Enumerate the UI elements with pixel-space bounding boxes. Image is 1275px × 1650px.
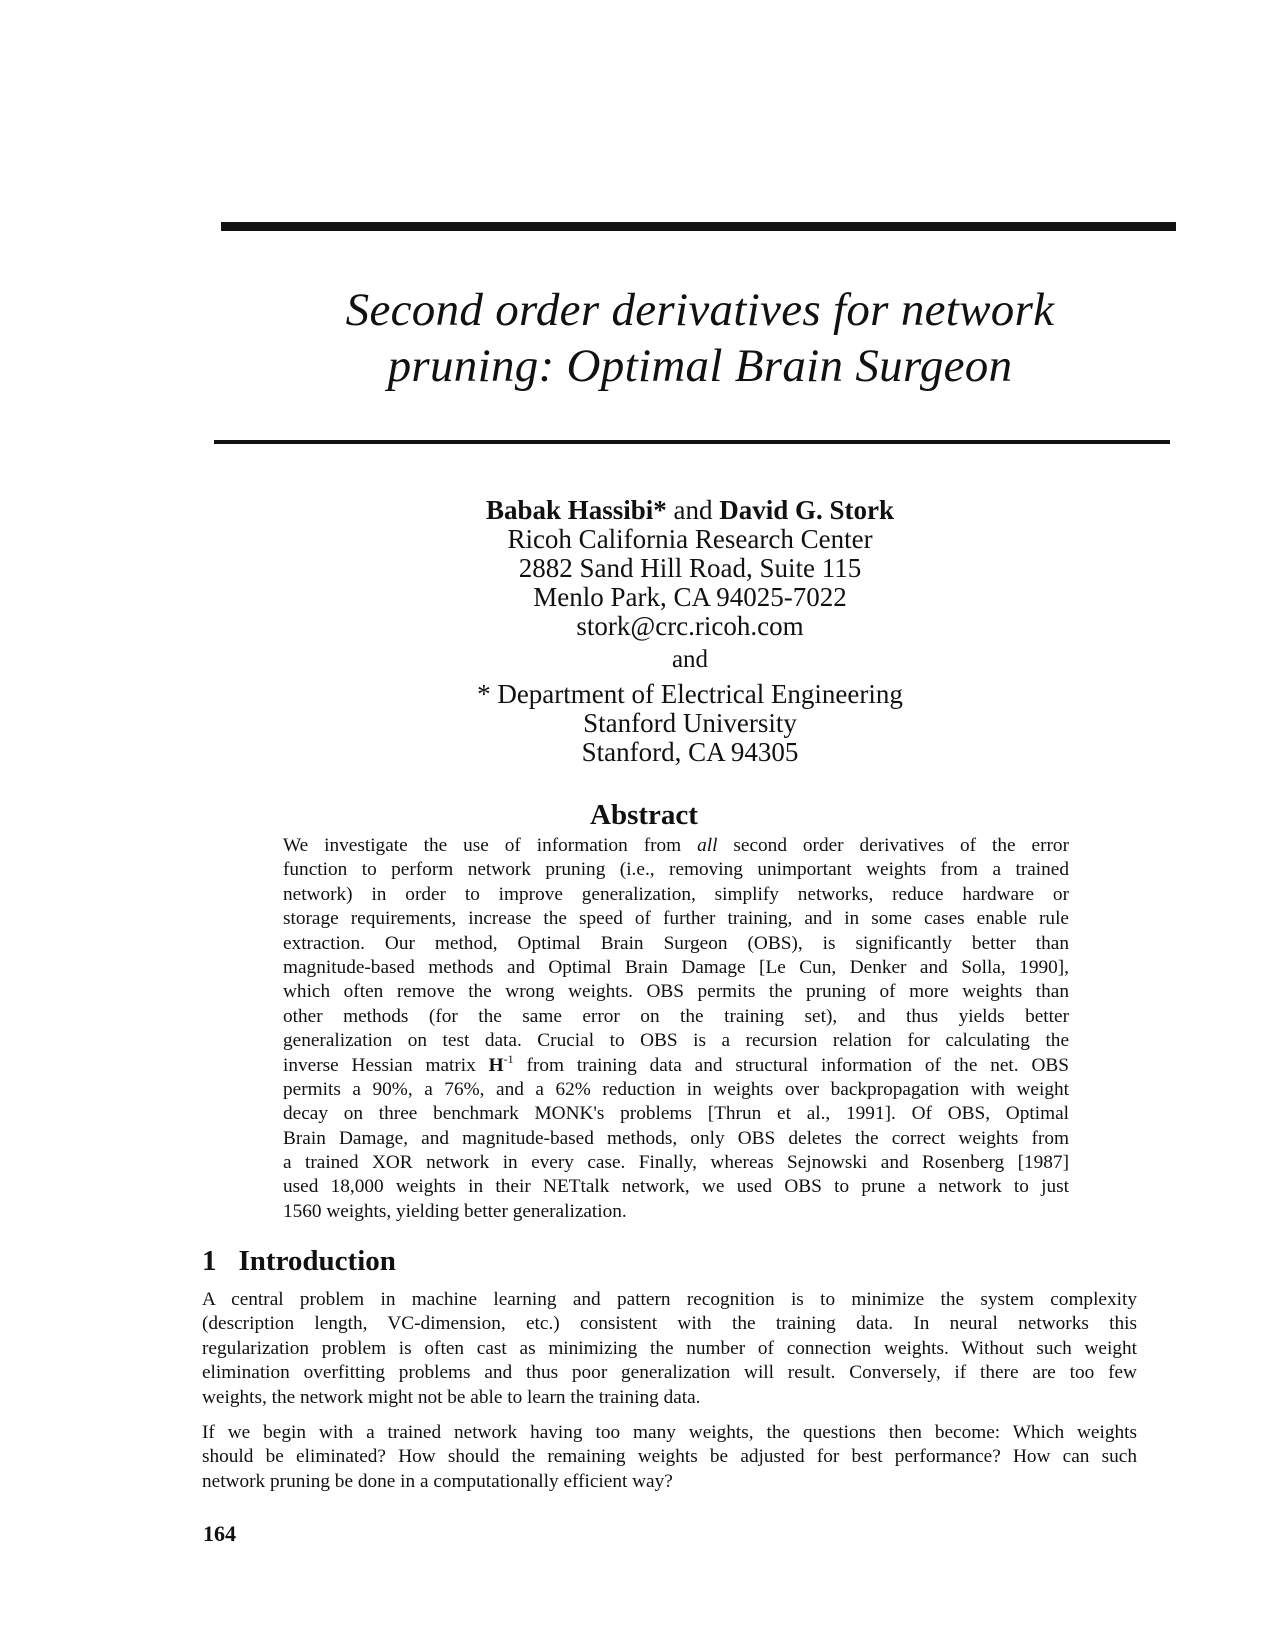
- paper-title: [200, 282, 1200, 394]
- hessian-matrix-symbol: H: [488, 1054, 504, 1076]
- author-2: David G. Stork: [719, 495, 895, 525]
- title-line-1: Second order derivatives for network: [345, 284, 1055, 336]
- author-conjunction: and: [673, 495, 713, 525]
- abstract-line: function to perform network pruning (i.e., removing unimportant weights from a trained: [283, 859, 1069, 881]
- abstract-line: permits a 90%, a 76%, and a 62% reduction in weights over backpropagation with weight: [283, 1078, 1069, 1100]
- intro-paragraph-2: [202, 1421, 1137, 1494]
- emphasis-all: all: [697, 835, 718, 856]
- affiliation-separator: and: [671, 646, 709, 673]
- affiliation-city: Menlo Park, CA 94025-7022: [533, 582, 847, 612]
- paragraph-line: weights, the network might not be able to learn the training data.: [202, 1386, 701, 1408]
- abstract-line: extraction. Our method, Optimal Brain Surgeon (OBS), is significantly better than: [283, 932, 1069, 954]
- paragraph-line: If we begin with a trained network having too many weights, the questions then become: Which weights: [202, 1422, 1137, 1443]
- author-email: stork@crc.ricoh.com: [576, 611, 804, 641]
- abstract-line: 1560 weights, yielding better generalization.: [283, 1200, 627, 1222]
- affiliation-org: Ricoh California Research Center: [507, 524, 873, 554]
- paragraph-line: A central problem in machine learning and pattern recognition is to minimize the system complexity: [202, 1289, 1137, 1310]
- abstract-line: storage requirements, increase the speed of further training, and in some cases enable rule: [283, 908, 1069, 930]
- affiliation-street: 2882 Sand Hill Road, Suite 115: [518, 553, 862, 583]
- paragraph-line: network pruning be done in a computationally efficient way?: [202, 1470, 673, 1492]
- abstract-body: [283, 834, 1069, 1224]
- abstract-line: used 18,000 weights in their NETtalk network, we used OBS to prune a network to just: [283, 1176, 1069, 1198]
- title-rule-top: [221, 222, 1176, 231]
- section-title: Introduction: [238, 1245, 396, 1277]
- paragraph-line: elimination overfitting problems and thus poor generalization will result. Conversely, if there are too few: [202, 1362, 1137, 1384]
- section-heading-introduction: [202, 1245, 396, 1278]
- paragraph-line: regularization problem is often cast as minimizing the number of connection weights. Without such weight: [202, 1337, 1137, 1359]
- affiliation-university: Stanford University: [583, 708, 797, 738]
- author-names: [390, 496, 990, 525]
- abstract-line: generalization on test data. Crucial to OBS is a recursion relation for calculating the: [283, 1030, 1069, 1052]
- abstract-line: which often remove the wrong weights. OBS permits the pruning of more weights than: [283, 981, 1069, 1003]
- author-1: Babak Hassibi*: [485, 495, 667, 525]
- abstract-line: decay on three benchmark MONK's problems [Thrun et al., 1991]. Of OBS, Optimal: [283, 1103, 1069, 1125]
- authors-block: [390, 496, 990, 767]
- abstract-line: other methods (for the same error on the training set), and thus yields better: [283, 1005, 1069, 1027]
- inverse-superscript: -1: [503, 1051, 514, 1066]
- abstract-line: Brain Damage, and magnitude-based methods, only OBS deletes the correct weights from: [283, 1127, 1069, 1149]
- title-rule-bottom: [214, 440, 1170, 444]
- abstract-line: We investigate the use of information from all second order derivatives of the error: [283, 835, 1069, 856]
- abstract-line: magnitude-based methods and Optimal Brain Damage [Le Cun, Denker and Solla, 1990],: [283, 956, 1069, 978]
- page-number: 164: [203, 1521, 236, 1546]
- affiliation-dept: * Department of Electrical Engineering: [477, 679, 903, 709]
- abstract-line: a trained XOR network in every case. Finally, whereas Sejnowski and Rosenberg [1987]: [283, 1152, 1069, 1174]
- section-number: 1: [202, 1245, 217, 1277]
- intro-paragraph-1: [202, 1288, 1137, 1410]
- affiliation-city-2: Stanford, CA 94305: [581, 737, 799, 767]
- abstract-heading: Abstract: [590, 799, 698, 831]
- title-line-2: pruning: Optimal Brain Surgeon: [387, 340, 1013, 392]
- abstract-line: inverse Hessian matrix $H^{-1}$ from training data and structural information of the net. OBS: [283, 1051, 1069, 1076]
- paragraph-line: (description length, VC-dimension, etc.) consistent with the training data. In neural networks this: [202, 1313, 1137, 1335]
- abstract-line: network) in order to improve generalization, simplify networks, reduce hardware or: [283, 883, 1069, 905]
- paragraph-line: should be eliminated? How should the remaining weights be adjusted for best performance? How can such: [202, 1446, 1137, 1468]
